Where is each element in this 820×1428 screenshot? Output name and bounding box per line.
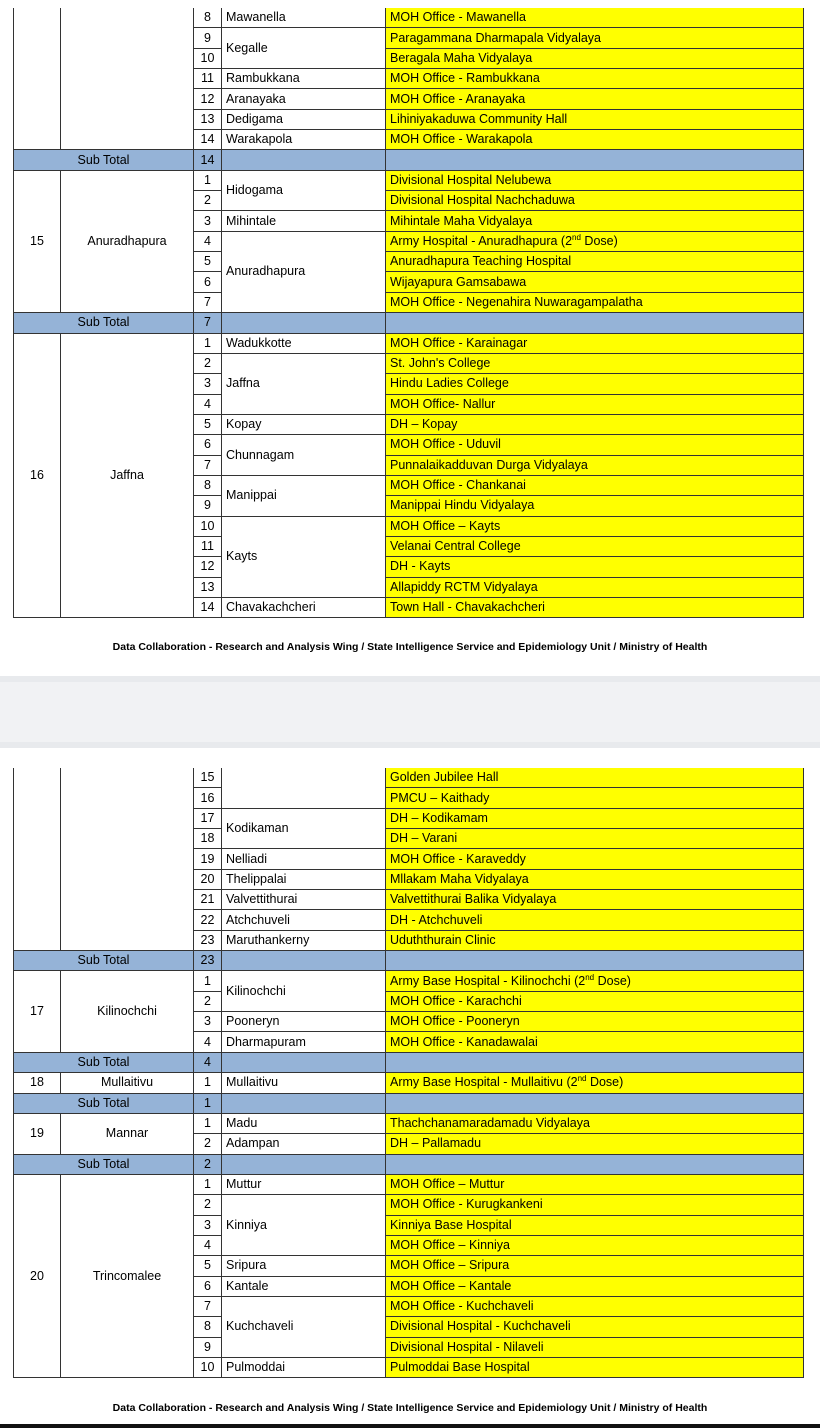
site-cell: DH – Kopay	[386, 414, 804, 434]
index-cell: 6	[194, 272, 222, 292]
dose-suffix: Dose)	[580, 233, 618, 248]
division-cell: Manippai	[222, 475, 386, 516]
index-cell: 8	[194, 475, 222, 495]
index-cell: 17	[194, 808, 222, 828]
table-row	[14, 1174, 804, 1194]
index-cell: 12	[194, 557, 222, 577]
subtotal-row	[14, 150, 804, 170]
index-cell: 5	[194, 414, 222, 434]
index-cell: 3	[194, 211, 222, 231]
division-cell: Kopay	[222, 414, 386, 434]
district-cell: Anuradhapura	[61, 170, 194, 312]
site-cell: DH – Pallamadu	[386, 1134, 804, 1154]
division-cell: Chavakachcheri	[222, 597, 386, 617]
index-cell: 7	[194, 455, 222, 475]
site-cell: MOH Office - Chankanai	[386, 475, 804, 495]
site-cell: MOH Office - Aranayaka	[386, 89, 804, 109]
site-cell: Mllakam Maha Vidyalaya	[386, 869, 804, 889]
subtotal-blank	[386, 951, 804, 971]
division-cell: Anuradhapura	[222, 231, 386, 312]
subtotal-label: Sub Total	[14, 1093, 194, 1113]
index-cell: 1	[194, 1073, 222, 1093]
site-cell: Divisional Hospital Nelubewa	[386, 170, 804, 190]
site-cell: Punnalaikadduvan Durga Vidyalaya	[386, 455, 804, 475]
site-cell: Beragala Maha Vidyalaya	[386, 48, 804, 68]
division-cell: Thelippalai	[222, 869, 386, 889]
page-shadow	[0, 676, 820, 682]
site-cell: DH - Atchchuveli	[386, 910, 804, 930]
index-cell: 3	[194, 374, 222, 394]
subtotal-value: 4	[194, 1052, 222, 1072]
index-cell: 16	[194, 788, 222, 808]
site-cell: Golden Jubilee Hall	[386, 768, 804, 788]
site-cell: Velanai Central College	[386, 536, 804, 556]
division-cell: Warakapola	[222, 130, 386, 150]
site-cell: Town Hall - Chavakachcheri	[386, 597, 804, 617]
subtotal-blank	[386, 150, 804, 170]
site-cell: MOH Office - Karainagar	[386, 333, 804, 353]
division-cell: Mullaitivu	[222, 1073, 386, 1093]
subtotal-value: 14	[194, 150, 222, 170]
index-cell: 1	[194, 170, 222, 190]
index-cell: 7	[194, 292, 222, 312]
site-cell: MOH Office - Karachchi	[386, 991, 804, 1011]
site-text: Army Base Hospital - Kilinochchi (2	[390, 973, 586, 988]
table-row	[14, 170, 804, 190]
ordinal-cell: 15	[14, 170, 61, 312]
page-footer: Data Collaboration - Research and Analysis Wing / State Intelligence Service and Epidemiology Unit / Ministry of Health	[112, 641, 708, 653]
vaccination-centres-table-page-1	[13, 8, 804, 618]
subtotal-label: Sub Total	[14, 1052, 194, 1072]
site-cell: DH - Kayts	[386, 557, 804, 577]
subtotal-row	[14, 1093, 804, 1113]
division-cell: Sripura	[222, 1256, 386, 1276]
site-cell: MOH Office - Kanadawalai	[386, 1032, 804, 1052]
subtotal-value: 2	[194, 1154, 222, 1174]
index-cell: 8	[194, 1317, 222, 1337]
index-cell: 21	[194, 890, 222, 910]
subtotal-value: 7	[194, 313, 222, 333]
index-cell: 14	[194, 597, 222, 617]
division-cell: Mihintale	[222, 211, 386, 231]
index-cell: 9	[194, 1337, 222, 1357]
index-cell: 10	[194, 1357, 222, 1377]
site-cell: Anuradhapura Teaching Hospital	[386, 252, 804, 272]
ordinal-cell: 18	[14, 1073, 61, 1093]
division-cell: Rambukkana	[222, 69, 386, 89]
subtotal-label: Sub Total	[14, 313, 194, 333]
division-cell: Kodikaman	[222, 808, 386, 849]
subtotal-row	[14, 1154, 804, 1174]
index-cell: 2	[194, 1195, 222, 1215]
division-cell: Kinniya	[222, 1195, 386, 1256]
bottom-border	[0, 1424, 820, 1428]
site-cell: MOH Office - Negenahira Nuwaragampalatha	[386, 292, 804, 312]
division-cell: Muttur	[222, 1174, 386, 1194]
index-cell: 20	[194, 869, 222, 889]
subtotal-row	[14, 1052, 804, 1072]
index-cell: 5	[194, 252, 222, 272]
index-cell: 23	[194, 930, 222, 950]
division-cell: Hidogama	[222, 170, 386, 211]
division-cell: Jaffna	[222, 353, 386, 414]
page-footer: Data Collaboration - Research and Analysis Wing / State Intelligence Service and Epidemiology Unit / Ministry of Health	[112, 1402, 708, 1414]
subtotal-blank	[222, 951, 386, 971]
ordinal-cell	[14, 768, 61, 951]
division-cell	[222, 768, 386, 808]
district-cell: Mannar	[61, 1113, 194, 1154]
index-cell: 9	[194, 28, 222, 48]
index-cell: 18	[194, 829, 222, 849]
index-cell: 15	[194, 768, 222, 788]
index-cell: 2	[194, 353, 222, 373]
subtotal-value: 23	[194, 951, 222, 971]
site-cell: MOH Office – Muttur	[386, 1174, 804, 1194]
index-cell: 12	[194, 89, 222, 109]
ordinal-cell: 19	[14, 1113, 61, 1154]
division-cell: Atchchuveli	[222, 910, 386, 930]
division-cell: Chunnagam	[222, 435, 386, 476]
ordinal-cell: 17	[14, 971, 61, 1052]
index-cell: 22	[194, 910, 222, 930]
division-cell: Aranayaka	[222, 89, 386, 109]
index-cell: 2	[194, 1134, 222, 1154]
subtotal-row	[14, 951, 804, 971]
district-cell: Kilinochchi	[61, 971, 194, 1052]
index-cell: 10	[194, 48, 222, 68]
site-cell	[386, 971, 804, 991]
division-cell: Nelliadi	[222, 849, 386, 869]
site-cell: MOH Office - Kuchchaveli	[386, 1296, 804, 1316]
document-page-2	[0, 748, 820, 1428]
ordinal-cell: 20	[14, 1174, 61, 1377]
table-row	[14, 8, 804, 28]
table-row	[14, 333, 804, 353]
index-cell: 4	[194, 1235, 222, 1255]
district-cell: Trincomalee	[61, 1174, 194, 1377]
index-cell: 11	[194, 536, 222, 556]
site-cell: MOH Office - Mawanella	[386, 8, 804, 28]
index-cell: 7	[194, 1296, 222, 1316]
site-cell: Divisional Hospital - Kuchchaveli	[386, 1317, 804, 1337]
district-cell	[61, 8, 194, 150]
index-cell: 4	[194, 394, 222, 414]
dose-suffix: Dose)	[594, 973, 631, 988]
site-cell: Pulmoddai Base Hospital	[386, 1357, 804, 1377]
ordinal-suffix: nd	[585, 972, 595, 982]
site-cell: Kinniya Base Hospital	[386, 1215, 804, 1235]
index-cell: 4	[194, 231, 222, 251]
subtotal-value: 1	[194, 1093, 222, 1113]
subtotal-blank	[386, 313, 804, 333]
index-cell: 4	[194, 1032, 222, 1052]
site-cell: Hindu Ladies College	[386, 374, 804, 394]
site-cell	[386, 1073, 804, 1093]
index-cell: 1	[194, 971, 222, 991]
index-cell: 13	[194, 109, 222, 129]
site-cell: MOH Office- Nallur	[386, 394, 804, 414]
subtotal-blank	[222, 150, 386, 170]
table-row	[14, 1113, 804, 1133]
site-cell: MOH Office - Warakapola	[386, 130, 804, 150]
page-gap	[0, 676, 820, 748]
site-cell: MOH Office – Kinniya	[386, 1235, 804, 1255]
ordinal-suffix: nd	[572, 232, 581, 242]
site-cell: MOH Office - Uduvil	[386, 435, 804, 455]
site-cell: MOH Office – Kayts	[386, 516, 804, 536]
subtotal-blank	[222, 1154, 386, 1174]
index-cell: 1	[194, 1113, 222, 1133]
site-text: Army Hospital - Anuradhapura (2	[390, 233, 573, 248]
division-cell: Maruthankerny	[222, 930, 386, 950]
division-cell: Wadukkotte	[222, 333, 386, 353]
site-cell: Allapiddy RCTM Vidyalaya	[386, 577, 804, 597]
index-cell: 14	[194, 130, 222, 150]
table-row	[14, 1073, 804, 1093]
site-cell: Wijayapura Gamsabawa	[386, 272, 804, 292]
site-cell: Lihiniyakaduwa Community Hall	[386, 109, 804, 129]
division-cell: Kegalle	[222, 28, 386, 69]
index-cell: 11	[194, 69, 222, 89]
index-cell: 9	[194, 496, 222, 516]
site-text: Army Base Hospital - Mullaitivu (2	[390, 1075, 578, 1090]
ordinal-cell: 16	[14, 333, 61, 618]
site-cell: MOH Office - Rambukkana	[386, 69, 804, 89]
division-cell: Kilinochchi	[222, 971, 386, 1012]
division-cell: Kantale	[222, 1276, 386, 1296]
site-cell: MOH Office - Kurugkankeni	[386, 1195, 804, 1215]
site-cell: MOH Office - Pooneryn	[386, 1012, 804, 1032]
site-cell: DH – Kodikamam	[386, 808, 804, 828]
subtotal-blank	[386, 1052, 804, 1072]
index-cell: 3	[194, 1012, 222, 1032]
index-cell: 6	[194, 1276, 222, 1296]
subtotal-label: Sub Total	[14, 150, 194, 170]
site-cell: PMCU – Kaithady	[386, 788, 804, 808]
district-cell: Jaffna	[61, 333, 194, 618]
subtotal-label: Sub Total	[14, 951, 194, 971]
index-cell: 5	[194, 1256, 222, 1276]
district-cell: Mullaitivu	[61, 1073, 194, 1093]
site-cell: MOH Office – Kantale	[386, 1276, 804, 1296]
district-cell	[61, 768, 194, 951]
subtotal-blank	[222, 1052, 386, 1072]
division-cell: Pooneryn	[222, 1012, 386, 1032]
index-cell: 1	[194, 1174, 222, 1194]
site-cell: MOH Office - Karaveddy	[386, 849, 804, 869]
site-cell: Paragammana Dharmapala Vidyalaya	[386, 28, 804, 48]
division-cell: Dharmapuram	[222, 1032, 386, 1052]
site-cell: Divisional Hospital Nachchaduwa	[386, 191, 804, 211]
site-cell	[386, 231, 804, 251]
subtotal-row	[14, 313, 804, 333]
ordinal-suffix: nd	[577, 1074, 587, 1084]
site-cell: Valvettithurai Balika Vidyalaya	[386, 890, 804, 910]
vaccination-centres-table-page-2	[13, 768, 804, 1378]
division-cell: Adampan	[222, 1134, 386, 1154]
site-cell: Manippai Hindu Vidyalaya	[386, 496, 804, 516]
subtotal-blank	[222, 313, 386, 333]
index-cell: 8	[194, 8, 222, 28]
table-row	[14, 971, 804, 991]
division-cell: Madu	[222, 1113, 386, 1133]
site-cell: DH – Varani	[386, 829, 804, 849]
index-cell: 19	[194, 849, 222, 869]
table-row	[14, 768, 804, 788]
document-page-1	[0, 0, 820, 676]
site-cell: MOH Office – Sripura	[386, 1256, 804, 1276]
site-cell: Thachchanamaradamadu Vidyalaya	[386, 1113, 804, 1133]
index-cell: 3	[194, 1215, 222, 1235]
division-cell: Valvettithurai	[222, 890, 386, 910]
site-cell: Uduththurain Clinic	[386, 930, 804, 950]
division-cell: Pulmoddai	[222, 1357, 386, 1377]
subtotal-blank	[386, 1154, 804, 1174]
division-cell: Dedigama	[222, 109, 386, 129]
site-cell: St. John's College	[386, 353, 804, 373]
index-cell: 10	[194, 516, 222, 536]
subtotal-blank	[386, 1093, 804, 1113]
subtotal-label: Sub Total	[14, 1154, 194, 1174]
dose-suffix: Dose)	[586, 1075, 624, 1090]
division-cell: Kuchchaveli	[222, 1296, 386, 1357]
index-cell: 2	[194, 191, 222, 211]
site-cell: Divisional Hospital - Nilaveli	[386, 1337, 804, 1357]
subtotal-blank	[222, 1093, 386, 1113]
index-cell: 1	[194, 333, 222, 353]
index-cell: 13	[194, 577, 222, 597]
division-cell: Mawanella	[222, 8, 386, 28]
ordinal-cell	[14, 8, 61, 150]
division-cell: Kayts	[222, 516, 386, 597]
site-cell: Mihintale Maha Vidyalaya	[386, 211, 804, 231]
index-cell: 2	[194, 991, 222, 1011]
index-cell: 6	[194, 435, 222, 455]
